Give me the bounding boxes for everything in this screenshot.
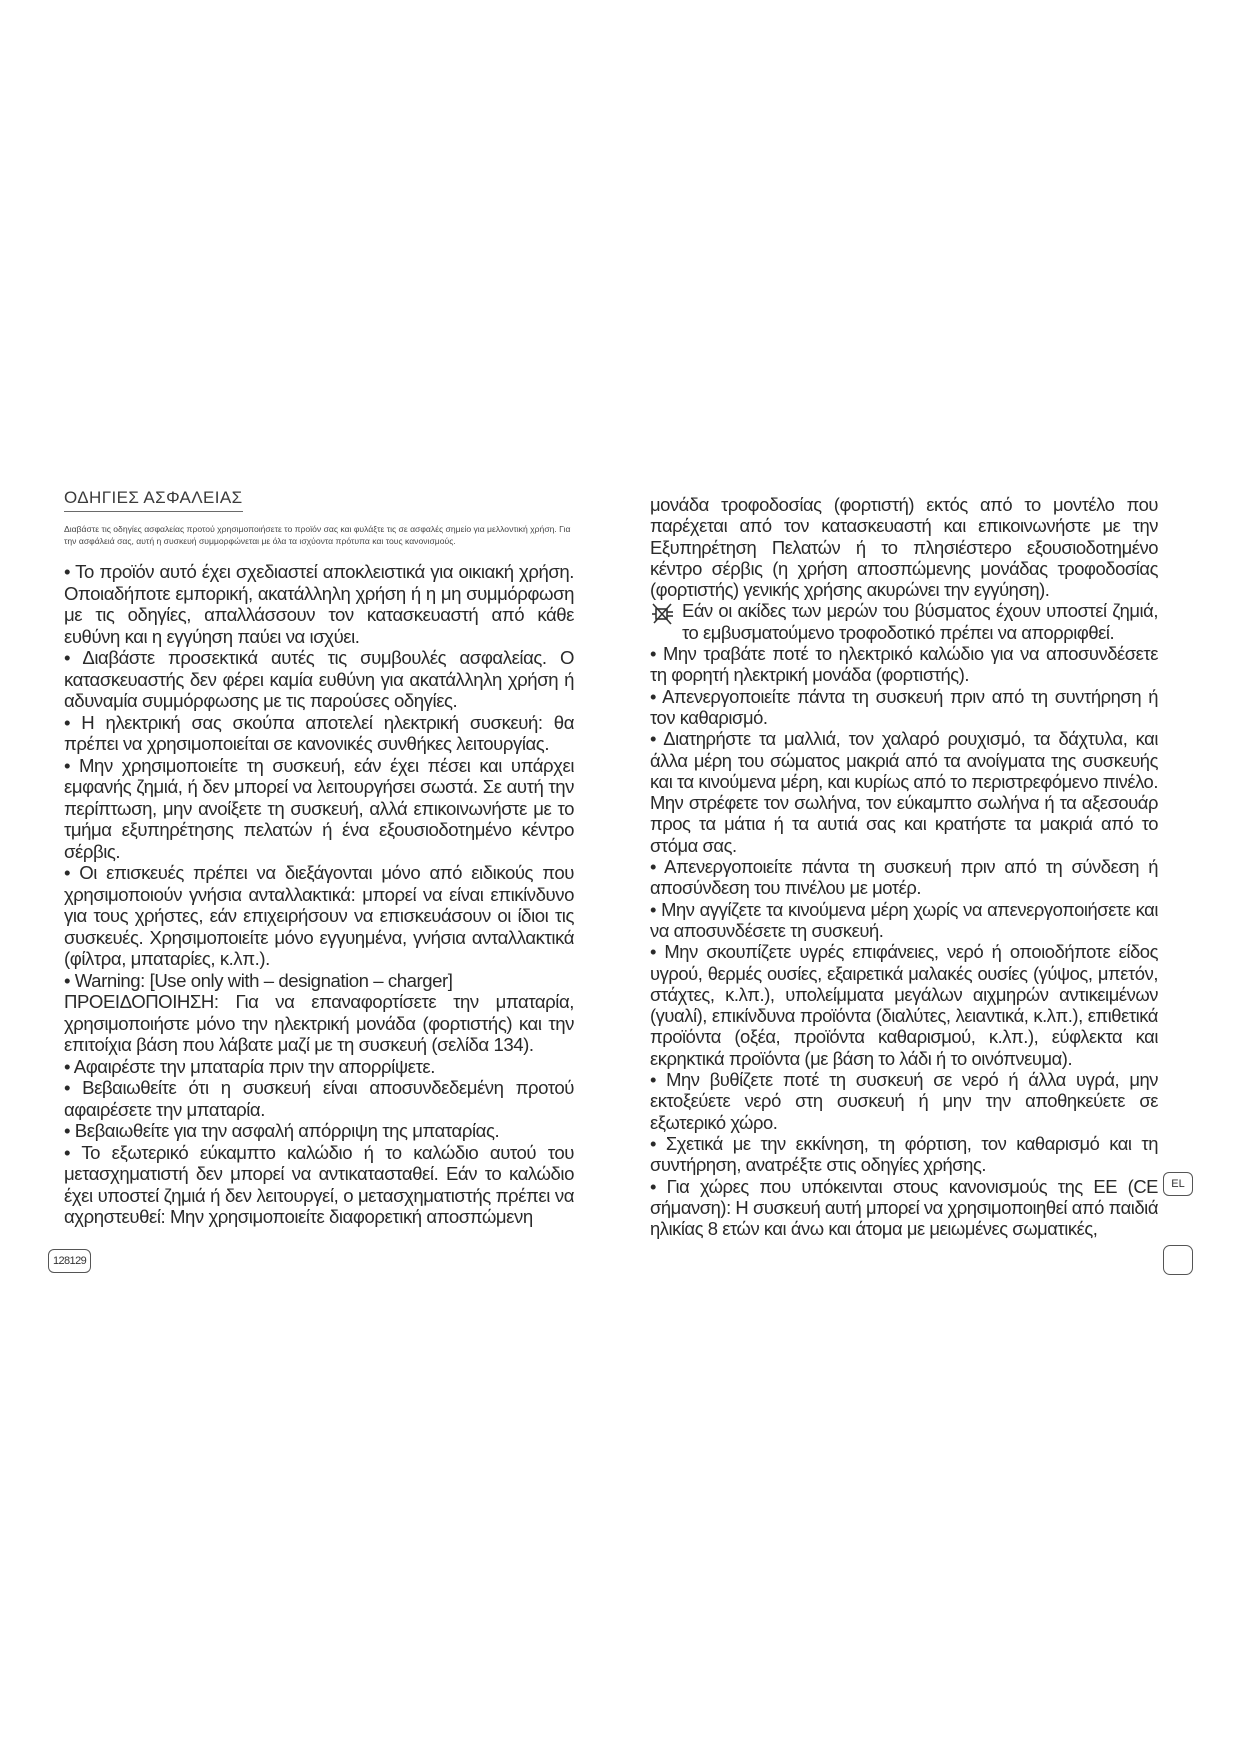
safety-item: • Οι επισκευές πρέπει να διεξάγονται μόνο από ειδικούς που χρησιμοποιούν γνήσια ανταλλακτικά: μπορεί να είναι επικίνδυνο για τους χρήστες, εάν επιχειρήσουν να επισκευάσουν οι ίδιοι τις συσκευές. Χρησιμοποιείτε μόνο εγγυημένα, γνήσια ανταλλακτικά (φίλτρα, μπαταρίες, κ.λπ.). — [64, 862, 574, 969]
charger-warning: ΠΡΟΕΙΔΟΠΟΙΗΣΗ: Για να επαναφορτίσετε την μπαταρία, χρησιμοποιήστε μόνο την ηλεκτρική μονάδα (φορτιστής) και την επιτοίχια βάση που λάβατε μαζί με τη συσκευή (σελίδα 134). — [64, 991, 574, 1055]
safety-item: • Μην βυθίζετε ποτέ τη συσκευή σε νερό ή άλλα υγρά, μην εκτοξεύετε νερό στη συσκευή ή μην την αποθηκεύετε σε εξωτερικό χώρο. — [650, 1069, 1158, 1133]
safety-item: • Το εξωτερικό εύκαμπτο καλώδιο ή το καλώδιο αυτού του μετασχηματιστή δεν μπορεί να αντικατασταθεί. Εάν το καλώδιο έχει υποστεί ζημιά ή δεν λειτουργεί, ο μετασχηματιστής πρέπει να αχρηστευθεί: Μην χρησιμοποιείτε διαφορετική αποσπώμενη — [64, 1141, 574, 1227]
safety-item: • Μην αγγίζετε τα κινούμενα μέρη χωρίς να απενεργοποιήσετε και να αποσυνδέσετε τη συσκευή. — [650, 898, 1158, 941]
language-badge: EL — [1163, 1172, 1193, 1196]
continuation-text: μονάδα τροφοδοσίας (φορτιστή) εκτός από το μοντέλο που παρέχεται από τον κατασκευαστή και επικοινωνήστε με την Εξυπηρέτηση Πελατών ή το πλησιέστερο εξουσιοδοτημένο κέντρο σέρβις (η χρήση αποσπώμενης μονάδας τροφοδοσίας (φορτιστής) γενικής χρήσης ακυρώνει την εγγύηση). — [650, 494, 1158, 601]
safety-item: • Μην χρησιμοποιείτε τη συσκευή, εάν έχει πέσει και υπάρχει εμφανής ζημιά, ή δεν μπορεί να λειτουργήσει σωστά. Σε αυτή την περίπτωση, μην ανοίξετε τη συσκευή, αλλά επικοινωνήστε με το τμήμα εξυπηρέτησης πελατών ή ένα εξουσιοδοτημένο κέντρο σέρβις. — [64, 754, 574, 862]
right-column — [650, 494, 1158, 1239]
safety-item: • Απενεργοποιείτε πάντα τη συσκευή πριν από τη σύνδεση ή αποσύνδεση του πινέλου με μοτέρ. — [650, 856, 1158, 899]
safety-item: • Το προϊόν αυτό έχει σχεδιαστεί αποκλειστικά για οικιακή χρήση. Οποιαδήποτε εμπορική, ακατάλληλη χρήση ή η μη συμμόρφωση με τις οδηγίες, απαλλάσσουν τον κατασκευαστή από κάθε ευθύνη και η εγγύηση παύει να ισχύει. — [64, 561, 574, 647]
safety-item: • Η ηλεκτρική σας σκούπα αποτελεί ηλεκτρική συσκευή: θα πρέπει να χρησιμοποιείται σε κανονικές συνθήκες λειτουργίας. — [64, 711, 574, 754]
safety-item: • Αφαιρέστε την μπαταρία πριν την απορρίψετε. — [64, 1055, 435, 1077]
safety-item: • Μην τραβάτε ποτέ το ηλεκτρικό καλώδιο για να αποσυνδέσετε τη φορητή ηλεκτρική μονάδα (φορτιστής). — [650, 643, 1158, 686]
page-corner-box — [1163, 1245, 1193, 1275]
plug-warning — [650, 600, 1158, 643]
safety-item: • Απενεργοποιείτε πάντα τη συσκευή πριν από τη συντήρηση ή τον καθαρισμό. — [650, 685, 1158, 728]
right-body — [650, 494, 1158, 1239]
safety-item: • Διαβάστε προσεκτικά αυτές τις συμβουλές ασφαλείας. Ο κατασκευαστής δεν φέρει καμία ευθύνη για ακατάλληλη χρήση ή αδυναμία συμμόρφωσης με τις παρούσες οδηγίες. — [64, 647, 574, 711]
safety-item: • Διατηρήστε τα μαλλιά, τον χαλαρό ρουχισμό, τα δάχτυλα, και άλλα μέρη του σώματος μακριά από τα ανοίγματα της συσκευής και τα κινούμενα μέρη, και κυρίως από το περιστρεφόμενο πινέλο. Μην στρέφετε τον σωλήνα, τον εύκαμπτο σωλήνα ή τα αξεσουάρ προς τα μάτια ή τα αυτιά σας και κρατήστε τα μακριά από το στόμα σας. — [650, 728, 1158, 856]
plug-warning-text: Εάν οι ακίδες των μερών του βύσματος έχουν υποστεί ζημιά, το εμβυσματούμενο τροφοδοτικό πρέπει να απορριφθεί. — [682, 600, 1158, 643]
safety-item: • Σχετικά με την εκκίνηση, τη φόρτιση, τον καθαρισμό και τη συντήρηση, ανατρέξτε στις οδηγίες χρήσης. — [650, 1132, 1158, 1176]
safety-item: • Μην σκουπίζετε υγρές επιφάνειες, νερό ή οποιοδήποτε είδος υγρού, θερμές ουσίες, εξαιρετικά μαλακές ουσίες (γύψος, μπετόν, στάχτες, κ.λπ.), υπολείμματα μεγάλων αιχμηρών αντικειμένων (γυαλί), επικίνδυνα προϊόντα (διαλύτες, λειαντικά, κ.λπ.), επιθετικά προϊόντα (οξέα, προϊόντα καθαρισμού, κ.λπ.), εύφλεκτα και εκρηκτικά προϊόντα (με βάση το λάδι ή το οινόπνευμα). — [650, 941, 1158, 1069]
safety-item: • Βεβαιωθείτε ότι η συσκευή είναι αποσυνδεδεμένη προτού αφαιρέσετε την μπαταρία. — [64, 1077, 574, 1120]
page-numbers: 128129 — [48, 1249, 91, 1273]
left-column — [64, 488, 574, 1228]
safety-item: • Για χώρες που υπόκεινται στους κανονισμούς της ΕΕ (CE σήμανση): Η συσκευή αυτή μπορεί να χρησιμοποιηθεί από παιδιά ηλικίας 8 ετών και άνω και άτομα με μειωμένες σωματικές, — [650, 1175, 1158, 1240]
damaged-plug-icon — [650, 601, 676, 627]
safety-item: • Βεβαιωθείτε για την ασφαλή απόρριψη της μπαταρίας. — [64, 1120, 500, 1141]
section-title: ΟΔΗΓΙΕΣ ΑΣΦΑΛΕΙΑΣ — [64, 488, 243, 512]
safety-item: • Warning: [Use only with – designation – charger] — [64, 969, 453, 991]
intro-text: Διαβάστε τις οδηγίες ασφαλείας προτού χρησιμοποιήσετε το προϊόν σας και φυλάξτε τις σε ασφαλές σημείο για μελλοντική χρήση. Για την ασφάλειά σας, αυτή η συσκευή συμμορφώνεται με όλα τα ισχύοντα πρότυπα και τους κανονισμούς. — [64, 524, 571, 546]
left-body — [64, 561, 574, 1228]
